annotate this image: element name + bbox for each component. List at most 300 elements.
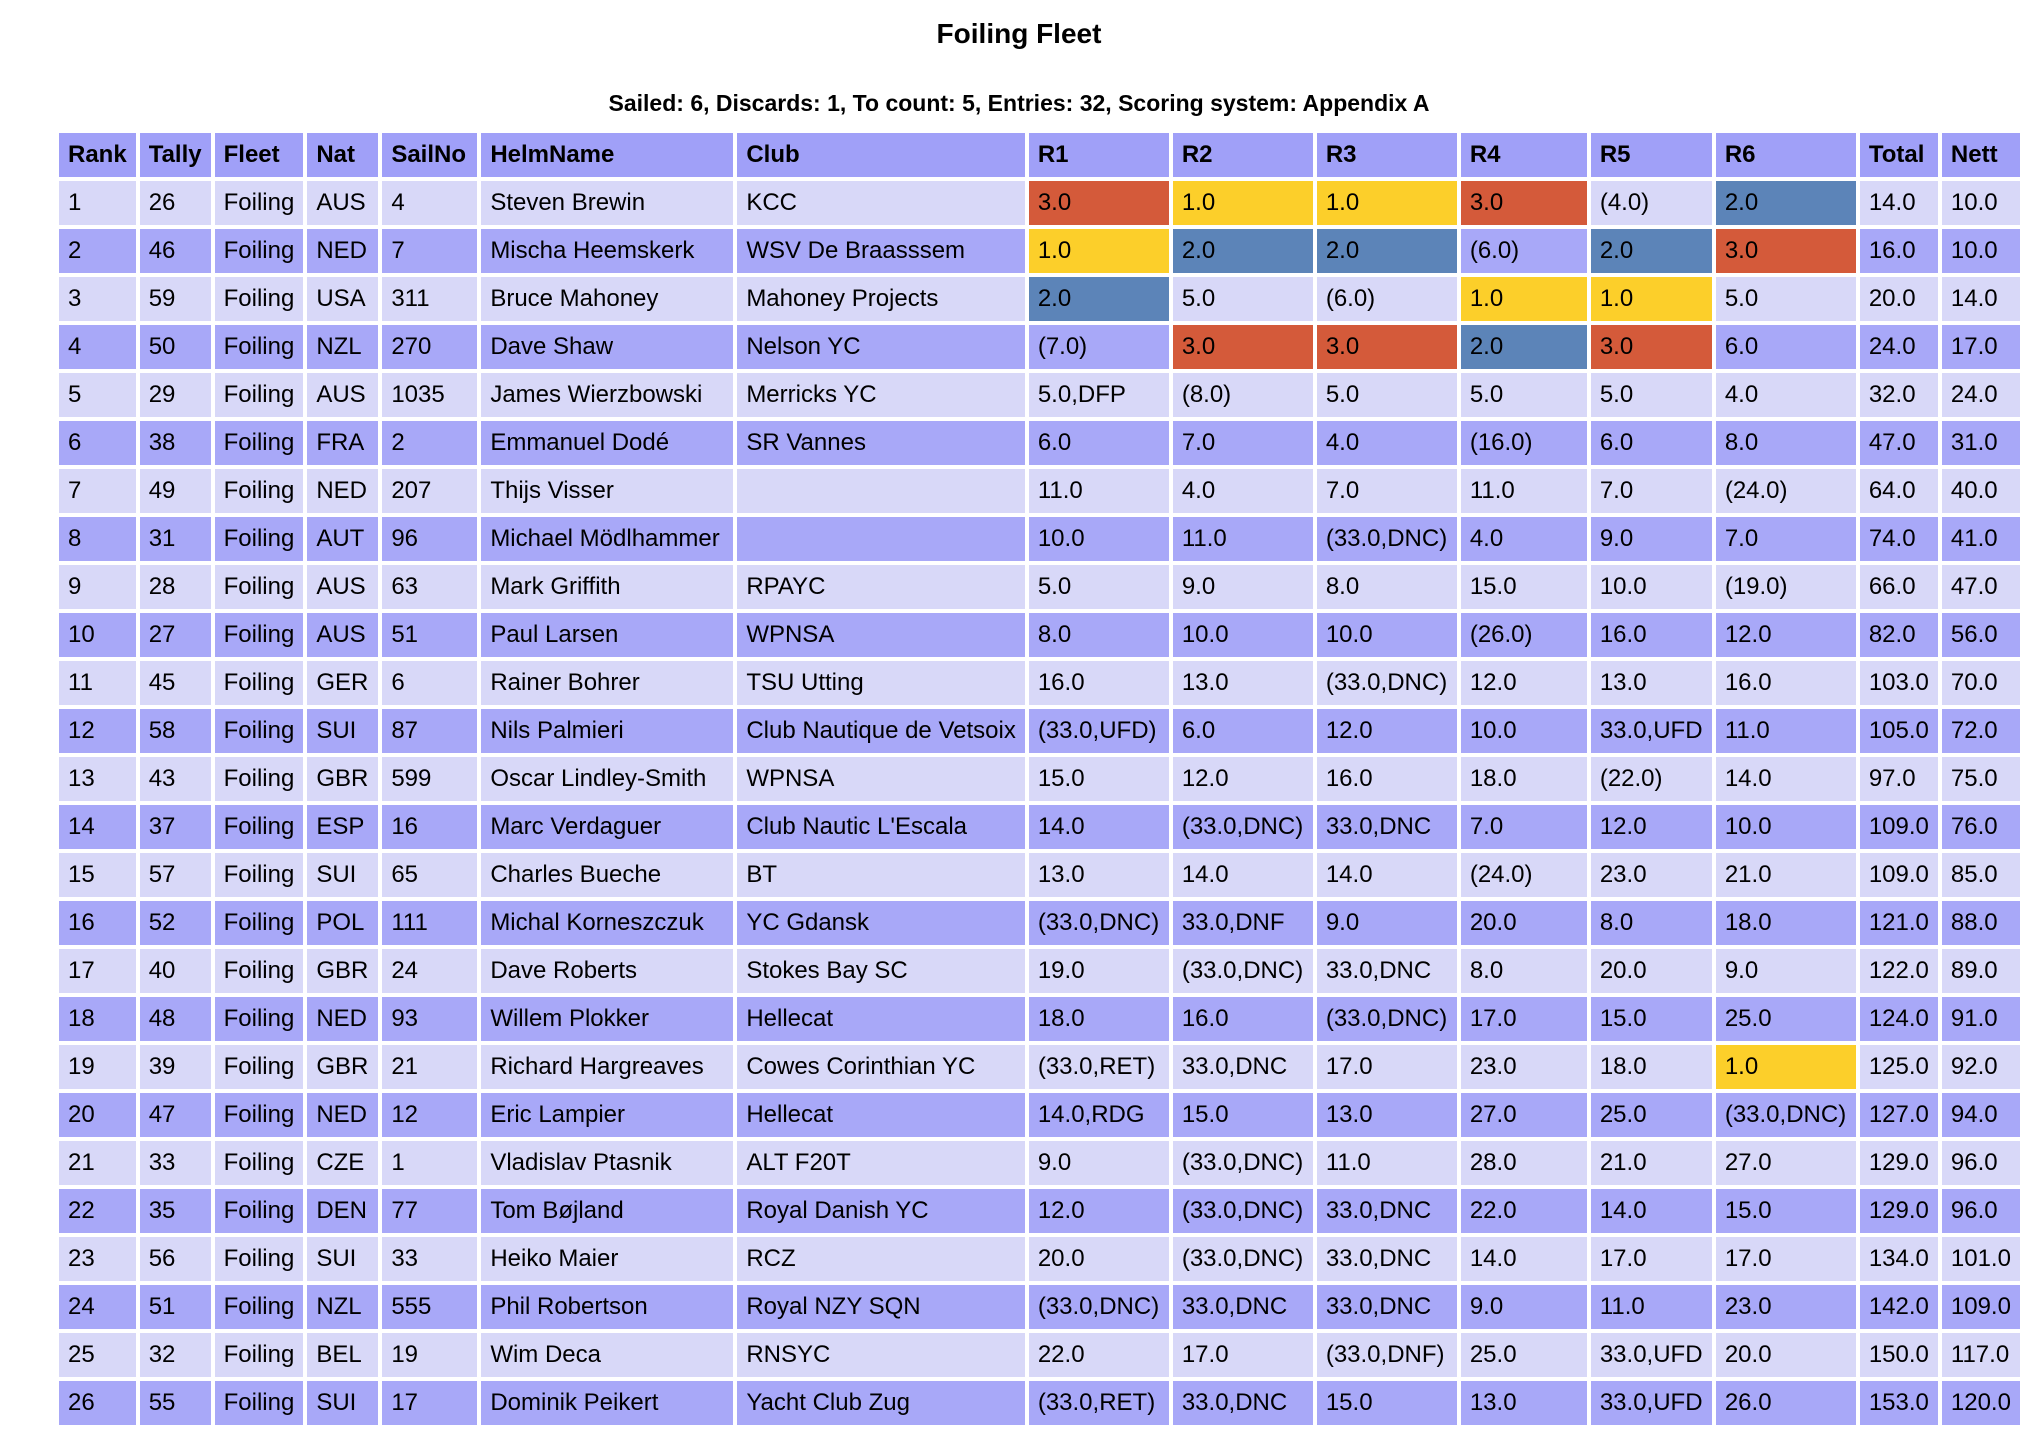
race-score-r1: 15.0	[1029, 757, 1169, 801]
race-score-r2: 17.0	[1173, 1333, 1313, 1377]
total-cell: 129.0	[1860, 1189, 1938, 1233]
sailno-cell: 93	[382, 997, 477, 1041]
tally-cell: 58	[140, 709, 211, 753]
total-cell: 24.0	[1860, 325, 1938, 369]
nat-cell: NED	[307, 469, 378, 513]
nat-cell: CZE	[307, 1141, 378, 1185]
race-score-r6: 16.0	[1716, 661, 1856, 705]
rank-cell: 23	[59, 1237, 136, 1281]
club-cell: RCZ	[737, 1237, 1025, 1281]
race-score-r2: (33.0,DNC)	[1173, 1189, 1313, 1233]
helm-name-cell: Dave Roberts	[481, 949, 733, 993]
helm-name-cell: Tom Bøjland	[481, 1189, 733, 1233]
race-score-r2: 10.0	[1173, 613, 1313, 657]
race-score-r4: 22.0	[1461, 1189, 1587, 1233]
nat-cell: NED	[307, 997, 378, 1041]
rank-cell: 25	[59, 1333, 136, 1377]
fleet-cell: Foiling	[215, 1045, 304, 1089]
table-row	[59, 373, 2020, 417]
table-row	[59, 517, 2020, 561]
nett-cell: 10.0	[1942, 181, 2020, 225]
race-score-r1: 18.0	[1029, 997, 1169, 1041]
race-score-r2: (8.0)	[1173, 373, 1313, 417]
sailno-cell: 16	[382, 805, 477, 849]
sailno-cell: 7	[382, 229, 477, 273]
helm-name-cell: Thijs Visser	[481, 469, 733, 513]
total-cell: 14.0	[1860, 181, 1938, 225]
race-score-r2: 12.0	[1173, 757, 1313, 801]
race-score-r6: 20.0	[1716, 1333, 1856, 1377]
table-row	[59, 1141, 2020, 1185]
nett-cell: 92.0	[1942, 1045, 2020, 1089]
race-score-r3: (33.0,DNC)	[1317, 517, 1457, 561]
helm-name-cell: Dominik Peikert	[481, 1381, 733, 1425]
race-score-r2: 33.0,DNC	[1173, 1381, 1313, 1425]
nett-cell: 89.0	[1942, 949, 2020, 993]
race-score-r3: 11.0	[1317, 1141, 1457, 1185]
nett-cell: 14.0	[1942, 277, 2020, 321]
total-cell: 124.0	[1860, 997, 1938, 1041]
tally-cell: 37	[140, 805, 211, 849]
column-header-sailno: SailNo	[382, 133, 477, 177]
column-header-r3: R3	[1317, 133, 1457, 177]
race-score-r3: 3.0	[1317, 325, 1457, 369]
tally-cell: 46	[140, 229, 211, 273]
helm-name-cell: Phil Robertson	[481, 1285, 733, 1329]
tally-cell: 29	[140, 373, 211, 417]
race-score-r1: 5.0,DFP	[1029, 373, 1169, 417]
race-score-r4: 14.0	[1461, 1237, 1587, 1281]
sailno-cell: 270	[382, 325, 477, 369]
nett-cell: 96.0	[1942, 1189, 2020, 1233]
race-score-r6: 18.0	[1716, 901, 1856, 945]
helm-name-cell: James Wierzbowski	[481, 373, 733, 417]
race-score-r3: 7.0	[1317, 469, 1457, 513]
fleet-cell: Foiling	[215, 277, 304, 321]
nett-cell: 70.0	[1942, 661, 2020, 705]
fleet-cell: Foiling	[215, 949, 304, 993]
results-body	[59, 181, 2020, 1425]
column-header-helmname: HelmName	[481, 133, 733, 177]
race-score-r4: (24.0)	[1461, 853, 1587, 897]
race-score-r3: 14.0	[1317, 853, 1457, 897]
helm-name-cell: Steven Brewin	[481, 181, 733, 225]
nett-cell: 47.0	[1942, 565, 2020, 609]
fleet-cell: Foiling	[215, 997, 304, 1041]
total-cell: 103.0	[1860, 661, 1938, 705]
nat-cell: SUI	[307, 853, 378, 897]
tally-cell: 50	[140, 325, 211, 369]
race-score-r3: 10.0	[1317, 613, 1457, 657]
sailno-cell: 207	[382, 469, 477, 513]
club-cell: WPNSA	[737, 613, 1025, 657]
club-cell: SR Vannes	[737, 421, 1025, 465]
fleet-cell: Foiling	[215, 421, 304, 465]
table-row	[59, 709, 2020, 753]
rank-cell: 26	[59, 1381, 136, 1425]
race-score-r5: 9.0	[1591, 517, 1712, 561]
nat-cell: FRA	[307, 421, 378, 465]
sailno-cell: 555	[382, 1285, 477, 1329]
fleet-cell: Foiling	[215, 1189, 304, 1233]
race-score-r5: 7.0	[1591, 469, 1712, 513]
helm-name-cell: Vladislav Ptasnik	[481, 1141, 733, 1185]
nat-cell: AUT	[307, 517, 378, 561]
table-row	[59, 805, 2020, 849]
race-score-r3: 33.0,DNC	[1317, 1189, 1457, 1233]
race-score-r4: 18.0	[1461, 757, 1587, 801]
race-score-r1: 2.0	[1029, 277, 1169, 321]
tally-cell: 55	[140, 1381, 211, 1425]
tally-cell: 31	[140, 517, 211, 561]
column-header-club: Club	[737, 133, 1025, 177]
tally-cell: 35	[140, 1189, 211, 1233]
race-score-r2: 7.0	[1173, 421, 1313, 465]
rank-cell: 13	[59, 757, 136, 801]
race-score-r1: 12.0	[1029, 1189, 1169, 1233]
club-cell: Hellecat	[737, 997, 1025, 1041]
race-score-r4: 5.0	[1461, 373, 1587, 417]
club-cell: Royal NZY SQN	[737, 1285, 1025, 1329]
rank-cell: 18	[59, 997, 136, 1041]
nett-cell: 72.0	[1942, 709, 2020, 753]
race-score-r1: (33.0,RET)	[1029, 1045, 1169, 1089]
race-score-r1: 9.0	[1029, 1141, 1169, 1185]
race-score-r2: 13.0	[1173, 661, 1313, 705]
total-cell: 129.0	[1860, 1141, 1938, 1185]
race-score-r2: 11.0	[1173, 517, 1313, 561]
race-score-r2: 9.0	[1173, 565, 1313, 609]
nett-cell: 75.0	[1942, 757, 2020, 801]
race-score-r6: 25.0	[1716, 997, 1856, 1041]
total-cell: 109.0	[1860, 853, 1938, 897]
race-score-r3: 4.0	[1317, 421, 1457, 465]
rank-cell: 22	[59, 1189, 136, 1233]
column-header-fleet: Fleet	[215, 133, 304, 177]
sailno-cell: 24	[382, 949, 477, 993]
race-score-r1: 8.0	[1029, 613, 1169, 657]
race-score-r2: (33.0,DNC)	[1173, 805, 1313, 849]
table-row	[59, 325, 2020, 369]
total-cell: 74.0	[1860, 517, 1938, 561]
race-score-r4: (16.0)	[1461, 421, 1587, 465]
race-score-r6: 1.0	[1716, 1045, 1856, 1089]
race-score-r6: 21.0	[1716, 853, 1856, 897]
nat-cell: DEN	[307, 1189, 378, 1233]
club-cell: Club Nautique de Vetsoix	[737, 709, 1025, 753]
table-row	[59, 757, 2020, 801]
club-cell: TSU Utting	[737, 661, 1025, 705]
nett-cell: 88.0	[1942, 901, 2020, 945]
page-title: Foiling Fleet	[936, 18, 1102, 49]
table-row	[59, 1093, 2020, 1137]
race-score-r2: 33.0,DNC	[1173, 1045, 1313, 1089]
race-score-r1: (33.0,RET)	[1029, 1381, 1169, 1425]
race-score-r2: 16.0	[1173, 997, 1313, 1041]
race-score-r3: 16.0	[1317, 757, 1457, 801]
fleet-cell: Foiling	[215, 1285, 304, 1329]
nat-cell: SUI	[307, 709, 378, 753]
sailno-cell: 51	[382, 613, 477, 657]
helm-name-cell: Bruce Mahoney	[481, 277, 733, 321]
table-row	[59, 1189, 2020, 1233]
race-score-r5: 15.0	[1591, 997, 1712, 1041]
race-score-r2: 33.0,DNF	[1173, 901, 1313, 945]
total-cell: 97.0	[1860, 757, 1938, 801]
club-cell: Merricks YC	[737, 373, 1025, 417]
race-score-r2: (33.0,DNC)	[1173, 1141, 1313, 1185]
rank-cell: 20	[59, 1093, 136, 1137]
tally-cell: 32	[140, 1333, 211, 1377]
tally-cell: 52	[140, 901, 211, 945]
race-score-r1: 5.0	[1029, 565, 1169, 609]
race-score-r4: 2.0	[1461, 325, 1587, 369]
rank-cell: 6	[59, 421, 136, 465]
helm-name-cell: Wim Deca	[481, 1333, 733, 1377]
total-cell: 109.0	[1860, 805, 1938, 849]
race-score-r4: (26.0)	[1461, 613, 1587, 657]
helm-name-cell: Heiko Maier	[481, 1237, 733, 1281]
race-score-r6: 10.0	[1716, 805, 1856, 849]
club-cell: Royal Danish YC	[737, 1189, 1025, 1233]
race-score-r4: 11.0	[1461, 469, 1587, 513]
column-header-r2: R2	[1173, 133, 1313, 177]
race-score-r4: 25.0	[1461, 1333, 1587, 1377]
race-score-r1: 3.0	[1029, 181, 1169, 225]
rank-cell: 19	[59, 1045, 136, 1089]
race-score-r1: 20.0	[1029, 1237, 1169, 1281]
race-score-r5: 10.0	[1591, 565, 1712, 609]
club-cell: BT	[737, 853, 1025, 897]
race-score-r5: 17.0	[1591, 1237, 1712, 1281]
race-score-r5: 18.0	[1591, 1045, 1712, 1089]
fleet-cell: Foiling	[215, 1141, 304, 1185]
fleet-cell: Foiling	[215, 709, 304, 753]
club-cell: ALT F20T	[737, 1141, 1025, 1185]
rank-cell: 3	[59, 277, 136, 321]
race-score-r1: 1.0	[1029, 229, 1169, 273]
race-score-r5: 33.0,UFD	[1591, 1381, 1712, 1425]
fleet-cell: Foiling	[215, 853, 304, 897]
sailno-cell: 63	[382, 565, 477, 609]
nat-cell: AUS	[307, 181, 378, 225]
race-score-r2: 3.0	[1173, 325, 1313, 369]
race-score-r3: (33.0,DNF)	[1317, 1333, 1457, 1377]
table-row	[59, 997, 2020, 1041]
race-score-r3: 8.0	[1317, 565, 1457, 609]
tally-cell: 47	[140, 1093, 211, 1137]
race-score-r4: 27.0	[1461, 1093, 1587, 1137]
tally-cell: 45	[140, 661, 211, 705]
club-cell: KCC	[737, 181, 1025, 225]
rank-cell: 11	[59, 661, 136, 705]
table-row	[59, 229, 2020, 273]
sailno-cell: 77	[382, 1189, 477, 1233]
race-score-r5: 6.0	[1591, 421, 1712, 465]
race-score-r4: 8.0	[1461, 949, 1587, 993]
helm-name-cell: Mischa Heemskerk	[481, 229, 733, 273]
race-score-r6: 15.0	[1716, 1189, 1856, 1233]
nat-cell: ESP	[307, 805, 378, 849]
rank-cell: 12	[59, 709, 136, 753]
helm-name-cell: Richard Hargreaves	[481, 1045, 733, 1089]
nat-cell: GBR	[307, 1045, 378, 1089]
nett-cell: 96.0	[1942, 1141, 2020, 1185]
race-score-r4: 10.0	[1461, 709, 1587, 753]
race-score-r1: 14.0,RDG	[1029, 1093, 1169, 1137]
nett-cell: 10.0	[1942, 229, 2020, 273]
race-score-r4: 23.0	[1461, 1045, 1587, 1089]
race-score-r1: 14.0	[1029, 805, 1169, 849]
nett-cell: 56.0	[1942, 613, 2020, 657]
table-row	[59, 565, 2020, 609]
nat-cell: GBR	[307, 949, 378, 993]
race-score-r6: 11.0	[1716, 709, 1856, 753]
nat-cell: NZL	[307, 1285, 378, 1329]
race-score-r2: 1.0	[1173, 181, 1313, 225]
table-row	[59, 613, 2020, 657]
fleet-cell: Foiling	[215, 661, 304, 705]
total-cell: 47.0	[1860, 421, 1938, 465]
race-score-r2: 14.0	[1173, 853, 1313, 897]
helm-name-cell: Rainer Bohrer	[481, 661, 733, 705]
race-score-r6: 23.0	[1716, 1285, 1856, 1329]
rank-cell: 15	[59, 853, 136, 897]
race-score-r3: 33.0,DNC	[1317, 1285, 1457, 1329]
total-cell: 122.0	[1860, 949, 1938, 993]
column-header-rank: Rank	[59, 133, 136, 177]
total-cell: 125.0	[1860, 1045, 1938, 1089]
fleet-cell: Foiling	[215, 229, 304, 273]
race-score-r3: 13.0	[1317, 1093, 1457, 1137]
tally-cell: 43	[140, 757, 211, 801]
fleet-cell: Foiling	[215, 1093, 304, 1137]
fleet-cell: Foiling	[215, 757, 304, 801]
club-cell: Hellecat	[737, 1093, 1025, 1137]
race-score-r6: (19.0)	[1716, 565, 1856, 609]
helm-name-cell: Emmanuel Dodé	[481, 421, 733, 465]
header-row	[59, 133, 2020, 177]
nat-cell: AUS	[307, 613, 378, 657]
table-row	[59, 1285, 2020, 1329]
club-cell: Nelson YC	[737, 325, 1025, 369]
race-score-r4: 12.0	[1461, 661, 1587, 705]
nett-cell: 17.0	[1942, 325, 2020, 369]
race-score-r5: 13.0	[1591, 661, 1712, 705]
nat-cell: NED	[307, 1093, 378, 1137]
rank-cell: 17	[59, 949, 136, 993]
tally-cell: 59	[140, 277, 211, 321]
club-cell: Cowes Corinthian YC	[737, 1045, 1025, 1089]
table-row	[59, 181, 2020, 225]
race-score-r3: (33.0,DNC)	[1317, 661, 1457, 705]
race-score-r5: (4.0)	[1591, 181, 1712, 225]
sailno-cell: 87	[382, 709, 477, 753]
race-score-r5: (22.0)	[1591, 757, 1712, 801]
nett-cell: 40.0	[1942, 469, 2020, 513]
race-score-r1: 22.0	[1029, 1333, 1169, 1377]
club-cell: YC Gdansk	[737, 901, 1025, 945]
helm-name-cell: Eric Lampier	[481, 1093, 733, 1137]
tally-cell: 27	[140, 613, 211, 657]
total-cell: 16.0	[1860, 229, 1938, 273]
tally-cell: 51	[140, 1285, 211, 1329]
table-row	[59, 469, 2020, 513]
fleet-cell: Foiling	[215, 1237, 304, 1281]
race-score-r5: 16.0	[1591, 613, 1712, 657]
fleet-cell: Foiling	[215, 181, 304, 225]
race-score-r1: 6.0	[1029, 421, 1169, 465]
race-score-r5: 12.0	[1591, 805, 1712, 849]
sailno-cell: 65	[382, 853, 477, 897]
helm-name-cell: Marc Verdaguer	[481, 805, 733, 849]
race-score-r3: 17.0	[1317, 1045, 1457, 1089]
race-score-r1: 10.0	[1029, 517, 1169, 561]
column-header-r1: R1	[1029, 133, 1169, 177]
fleet-cell: Foiling	[215, 373, 304, 417]
column-header-r4: R4	[1461, 133, 1587, 177]
column-header-r5: R5	[1591, 133, 1712, 177]
nat-cell: GBR	[307, 757, 378, 801]
nett-cell: 101.0	[1942, 1237, 2020, 1281]
club-cell: RPAYC	[737, 565, 1025, 609]
helm-name-cell: Mark Griffith	[481, 565, 733, 609]
race-score-r4: 9.0	[1461, 1285, 1587, 1329]
table-row	[59, 421, 2020, 465]
race-score-r5: 3.0	[1591, 325, 1712, 369]
tally-cell: 57	[140, 853, 211, 897]
nat-cell: GER	[307, 661, 378, 705]
nett-cell: 109.0	[1942, 1285, 2020, 1329]
nett-cell: 41.0	[1942, 517, 2020, 561]
tally-cell: 39	[140, 1045, 211, 1089]
rank-cell: 5	[59, 373, 136, 417]
race-score-r6: 7.0	[1716, 517, 1856, 561]
race-score-r1: (33.0,UFD)	[1029, 709, 1169, 753]
nat-cell: NED	[307, 229, 378, 273]
race-score-r4: 17.0	[1461, 997, 1587, 1041]
fleet-cell: Foiling	[215, 1333, 304, 1377]
race-score-r6: 17.0	[1716, 1237, 1856, 1281]
race-score-r4: 13.0	[1461, 1381, 1587, 1425]
total-cell: 142.0	[1860, 1285, 1938, 1329]
rank-cell: 14	[59, 805, 136, 849]
race-score-r4: 4.0	[1461, 517, 1587, 561]
total-cell: 134.0	[1860, 1237, 1938, 1281]
helm-name-cell: Michael Mödlhammer	[481, 517, 733, 561]
race-score-r4: 28.0	[1461, 1141, 1587, 1185]
race-score-r5: 2.0	[1591, 229, 1712, 273]
nett-cell: 85.0	[1942, 853, 2020, 897]
nat-cell: NZL	[307, 325, 378, 369]
table-row	[59, 277, 2020, 321]
helm-name-cell: Charles Bueche	[481, 853, 733, 897]
race-score-r3: 1.0	[1317, 181, 1457, 225]
fleet-cell: Foiling	[215, 613, 304, 657]
tally-cell: 40	[140, 949, 211, 993]
nett-cell: 76.0	[1942, 805, 2020, 849]
club-cell: WPNSA	[737, 757, 1025, 801]
table-row	[59, 901, 2020, 945]
fleet-cell: Foiling	[215, 517, 304, 561]
rank-cell: 7	[59, 469, 136, 513]
tally-cell: 33	[140, 1141, 211, 1185]
rank-cell: 2	[59, 229, 136, 273]
club-cell: Club Nautic L'Escala	[737, 805, 1025, 849]
club-cell: Stokes Bay SC	[737, 949, 1025, 993]
total-cell: 153.0	[1860, 1381, 1938, 1425]
race-score-r4: 7.0	[1461, 805, 1587, 849]
